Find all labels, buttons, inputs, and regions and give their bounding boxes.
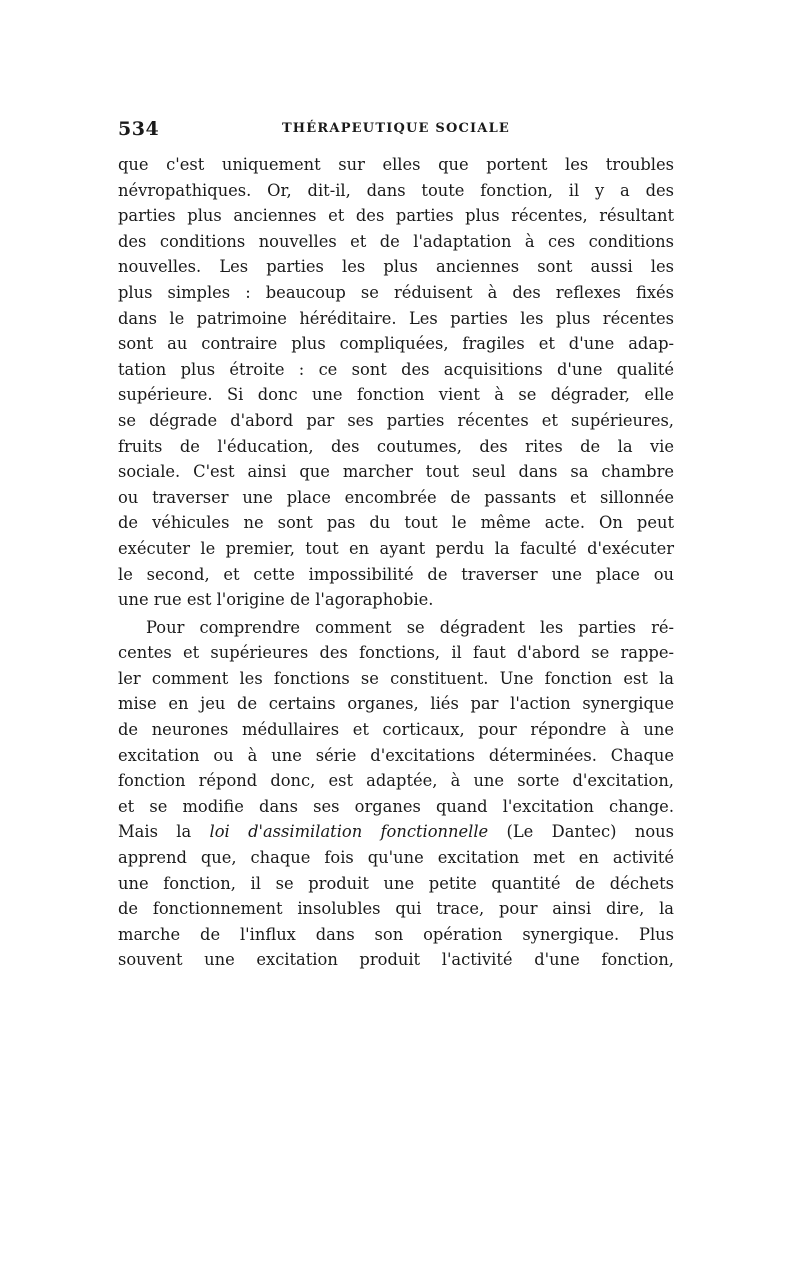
text-line: centes et supérieures des fonctions, il faut d'abord se rappe-: [118, 643, 674, 663]
text-line: une fonction, il se produit une petite quantité de déchets: [118, 873, 674, 893]
text-line: de fonctionnement insolubles qui trace, pour ainsi dire, la: [118, 899, 674, 919]
text-line: parties plus anciennes et des parties plus récentes, résultant: [118, 206, 674, 226]
text-line: de neurones médullaires et corticaux, pour répondre à une: [118, 720, 674, 740]
text-line: le second, et cette impossibilité de traverser une place ou: [118, 564, 674, 584]
page-number: 534: [118, 118, 160, 140]
text-line: plus simples : beaucoup se réduisent à des reflexes fixés: [118, 282, 674, 302]
text-line: marche de l'influx dans son opération synergique. Plus: [118, 924, 674, 944]
text-line: que c'est uniquement sur elles que portent les troubles: [118, 155, 674, 174]
text-line: une rue est l'origine de l'agoraphobie.: [118, 590, 434, 610]
paragraph-2: [118, 615, 674, 973]
text-line: ou traverser une place encombrée de passants et sillonnée: [118, 487, 674, 507]
text-line: névropathiques. Or, dit-il, dans toute fonction, il y a des: [118, 180, 674, 200]
text-line: fruits de l'éducation, des coutumes, des rites de la vie: [118, 436, 674, 456]
text-line: sont au contraire plus compliquées, fragiles et d'une adap-: [118, 334, 674, 354]
text-line: mise en jeu de certains organes, liés par l'action synergique: [118, 694, 674, 714]
text-line: ler comment les fonctions se constituent. Une fonction est la: [118, 668, 674, 688]
text-line: Pour comprendre comment se dégradent les parties ré-: [146, 617, 674, 637]
text-line: tation plus étroite : ce sont des acquisitions d'une qualité: [118, 359, 674, 379]
text-line: se dégrade d'abord par ses parties récentes et supérieures,: [118, 410, 674, 430]
text-line-with-citation: [118, 819, 674, 845]
book-page: [118, 118, 674, 973]
paragraph-1: [118, 152, 674, 613]
text-line: et se modifie dans ses organes quand l'excitation change.: [118, 796, 674, 816]
italic-term: loi d'assimilation fonctionnelle: [209, 822, 489, 842]
text-line: nouvelles. Les parties les plus anciennes sont aussi les: [118, 257, 674, 277]
text-line: sociale. C'est ainsi que marcher tout seul dans sa chambre: [118, 462, 674, 482]
text-segment: Mais la: [118, 822, 210, 842]
running-head: [118, 118, 674, 142]
running-title: THÉRAPEUTIQUE SOCIALE: [281, 121, 511, 136]
text-line: de véhicules ne sont pas du tout le même acte. On peut: [118, 513, 674, 533]
text-line: souvent une excitation produit l'activité d'une fonction,: [118, 950, 674, 970]
text-line: fonction répond donc, est adaptée, à une sorte d'excitation,: [118, 771, 674, 791]
text-line: dans le patrimoine héréditaire. Les parties les plus récentes: [118, 308, 674, 328]
text-line: supérieure. Si donc une fonction vient à se dégrader, elle: [118, 385, 674, 405]
text-line: des conditions nouvelles et de l'adaptation à ces conditions: [118, 231, 674, 251]
text-line: excitation ou à une série d'excitations déterminées. Chaque: [118, 745, 674, 765]
text-segment: (Le Dantec) nous: [488, 822, 674, 842]
text-line: apprend que, chaque fois qu'une excitation met en activité: [118, 848, 674, 868]
text-line: exécuter le premier, tout en ayant perdu la faculté d'exécuter: [118, 538, 674, 558]
